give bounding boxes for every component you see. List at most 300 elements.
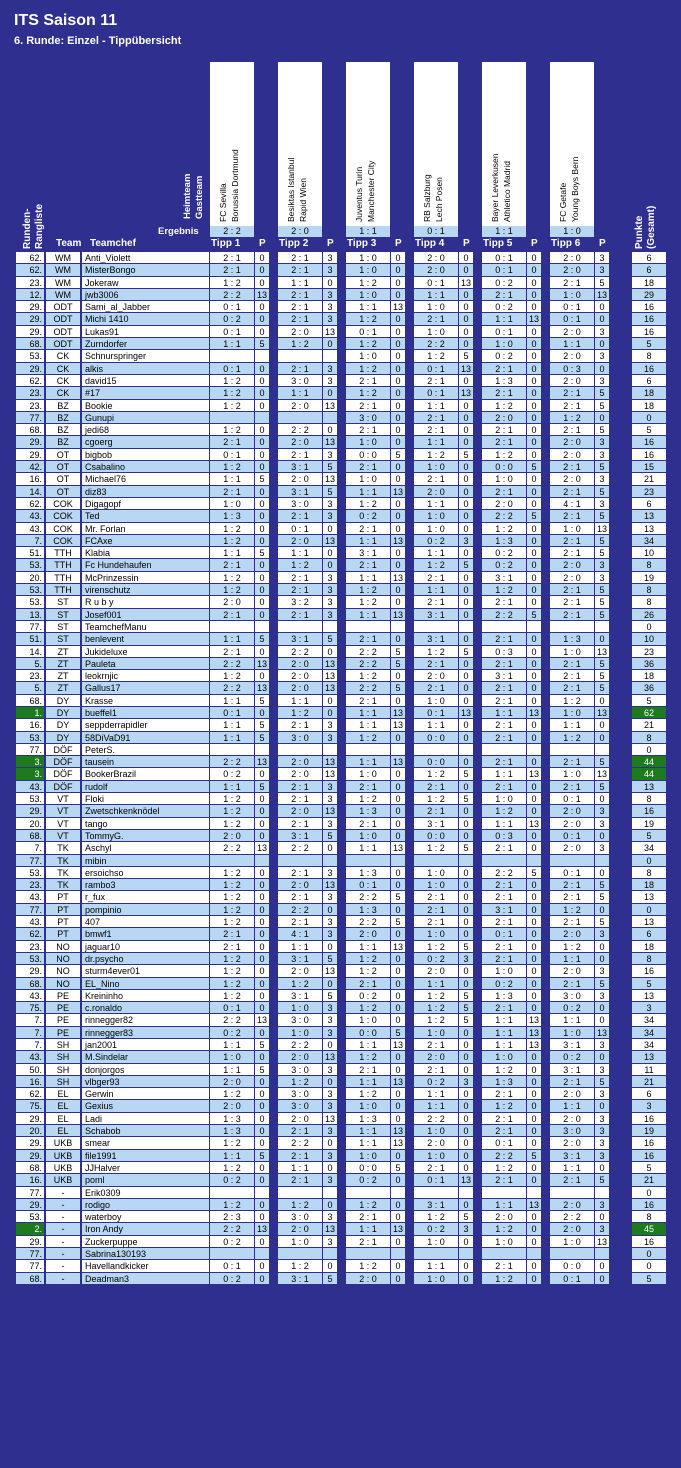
points-cell: 0 bbox=[323, 1137, 337, 1148]
total-cell: 34 bbox=[632, 1039, 666, 1050]
tipp-cell: 1 : 0 bbox=[210, 498, 254, 509]
tipp-cell: 2 : 1 bbox=[550, 387, 594, 398]
points-cell: 5 bbox=[255, 781, 269, 792]
points-cell: 0 bbox=[391, 326, 405, 337]
teamchef-cell: Gallus17 bbox=[82, 682, 209, 693]
points-cell: 0 bbox=[255, 1027, 269, 1038]
points-cell: 5 bbox=[255, 1039, 269, 1050]
points-cell: 5 bbox=[595, 461, 609, 472]
points-cell: 0 bbox=[595, 719, 609, 730]
away-team: Young Boys Bern bbox=[570, 156, 580, 222]
total-cell: 16 bbox=[632, 449, 666, 460]
tipp-cell: 1 : 1 bbox=[210, 732, 254, 743]
points-cell: 3 bbox=[323, 498, 337, 509]
points-cell: 0 bbox=[527, 326, 541, 337]
tipp-cell: 3 : 0 bbox=[346, 412, 390, 423]
points-cell: 0 bbox=[527, 1100, 541, 1111]
table-row bbox=[16, 424, 667, 436]
points-cell: 0 bbox=[527, 350, 541, 361]
tipp-cell: 1 : 0 bbox=[414, 510, 458, 521]
tipp-cell: 2 : 2 bbox=[346, 916, 390, 927]
tipp-cell bbox=[414, 744, 458, 755]
tipp-header-6: Tipp 6 bbox=[551, 238, 581, 249]
tipp-cell bbox=[278, 621, 322, 632]
teamchef-cell: bigbob bbox=[82, 449, 209, 460]
points-cell: 13 bbox=[392, 486, 403, 497]
team-cell: UKB bbox=[46, 1150, 80, 1161]
table-row bbox=[16, 670, 667, 682]
rangliste-line1: Runden- bbox=[22, 208, 33, 249]
tipp-cell: 0 : 2 bbox=[482, 277, 526, 288]
rank-cell: 1. bbox=[16, 707, 44, 718]
team-cell: ODT bbox=[46, 338, 80, 349]
points-cell: 13 bbox=[528, 1199, 539, 1210]
points-cell: 0 bbox=[595, 1273, 609, 1284]
team-cell: - bbox=[46, 1248, 80, 1259]
rank-cell: 16. bbox=[16, 473, 44, 484]
points-cell bbox=[391, 744, 405, 755]
table-row bbox=[16, 941, 667, 953]
tipp-cell: 2 : 1 bbox=[550, 535, 594, 546]
team-cell: OT bbox=[46, 473, 80, 484]
tipp-cell: 0 : 2 bbox=[414, 1223, 458, 1234]
points-cell: 3 bbox=[595, 990, 609, 1001]
tipp-header-5: Tipp 5 bbox=[483, 238, 513, 249]
points-cell: 0 bbox=[459, 264, 473, 275]
points-cell: 5 bbox=[595, 609, 609, 620]
points-cell: 0 bbox=[323, 559, 337, 570]
points-cell: 13 bbox=[392, 1076, 403, 1087]
points-cell: 3 bbox=[595, 1064, 609, 1075]
table-row bbox=[16, 916, 667, 928]
tipp-cell: 2 : 1 bbox=[482, 633, 526, 644]
teamchef-cell: Csabalino bbox=[82, 461, 209, 472]
table-row bbox=[16, 965, 667, 977]
total-cell: 6 bbox=[632, 928, 666, 939]
tipp-cell: 2 : 1 bbox=[346, 633, 390, 644]
page-title: ITS Saison 11 bbox=[14, 12, 118, 29]
teamchef-cell: Deadman3 bbox=[82, 1273, 209, 1284]
total-cell: 6 bbox=[632, 498, 666, 509]
points-cell bbox=[255, 621, 269, 632]
team-cell: - bbox=[46, 1260, 80, 1271]
points-cell: 5 bbox=[391, 658, 405, 669]
points-cell: 0 bbox=[595, 1051, 609, 1062]
points-cell: 0 bbox=[255, 498, 269, 509]
tipp-cell: 2 : 0 bbox=[210, 1076, 254, 1087]
rank-cell: 29. bbox=[16, 1236, 44, 1247]
points-cell: 0 bbox=[255, 387, 269, 398]
rank-cell: 62. bbox=[16, 498, 44, 509]
points-cell: 5 bbox=[391, 449, 405, 460]
tipp-cell: 0 : 1 bbox=[210, 326, 254, 337]
total-cell: 18 bbox=[632, 879, 666, 890]
rank-cell: 23. bbox=[16, 879, 44, 890]
teamchef-cell: benlevent bbox=[82, 633, 209, 644]
points-cell: 5 bbox=[527, 1150, 541, 1161]
gastteam-label: Gastteam bbox=[194, 175, 205, 219]
tipp-cell: 2 : 1 bbox=[210, 941, 254, 952]
total-cell: 16 bbox=[632, 326, 666, 337]
tipp-cell: 1 : 0 bbox=[414, 301, 458, 312]
tipp-cell: 3 : 0 bbox=[550, 1125, 594, 1136]
tipp-cell: 2 : 0 bbox=[550, 818, 594, 829]
tipp-cell: 1 : 1 bbox=[414, 1260, 458, 1271]
rank-cell: 77. bbox=[16, 744, 44, 755]
points-cell: 5 bbox=[255, 473, 269, 484]
rank-cell: 13. bbox=[16, 609, 44, 620]
tipp-cell: 0 : 0 bbox=[346, 449, 390, 460]
tipp-cell: 2 : 1 bbox=[210, 486, 254, 497]
home-team: FC Getafe bbox=[558, 182, 568, 222]
points-cell: 0 bbox=[459, 916, 473, 927]
points-cell: 0 bbox=[527, 978, 541, 989]
total-cell: 0 bbox=[632, 1260, 666, 1271]
teamchef-cell: virenschutz bbox=[82, 584, 209, 595]
points-cell: 0 bbox=[527, 916, 541, 927]
tipp-cell: 2 : 1 bbox=[414, 572, 458, 583]
points-cell: 0 bbox=[459, 584, 473, 595]
tipp-cell: 2 : 1 bbox=[278, 1174, 322, 1185]
tipp-cell: 1 : 0 bbox=[550, 1236, 594, 1247]
teamchef-cell: waterboy bbox=[82, 1211, 209, 1222]
points-cell: 0 bbox=[459, 978, 473, 989]
teamchef-cell: rinnegger83 bbox=[82, 1027, 209, 1038]
tipp-cell: 1 : 3 bbox=[482, 375, 526, 386]
tipp-cell: 1 : 0 bbox=[346, 1014, 390, 1025]
tipp-cell: 2 : 1 bbox=[550, 584, 594, 595]
points-cell bbox=[255, 350, 269, 361]
rank-cell: 29. bbox=[16, 326, 44, 337]
points-cell: 0 bbox=[391, 252, 405, 263]
rank-cell: 43. bbox=[16, 990, 44, 1001]
teamchef-cell: M.Sindelar bbox=[82, 1051, 209, 1062]
tipp-cell: 2 : 0 bbox=[414, 670, 458, 681]
table-row bbox=[16, 1174, 667, 1186]
tipp-cell: 2 : 1 bbox=[550, 1174, 594, 1185]
tipp-cell: 2 : 2 bbox=[210, 1014, 254, 1025]
points-cell: 0 bbox=[459, 461, 473, 472]
tipp-cell: 1 : 2 bbox=[550, 904, 594, 915]
points-cell: 13 bbox=[596, 646, 607, 657]
points-cell: 0 bbox=[459, 1064, 473, 1075]
tipp-cell bbox=[550, 621, 594, 632]
tipp-cell: 1 : 2 bbox=[278, 1076, 322, 1087]
tipp-cell: 2 : 2 bbox=[346, 682, 390, 693]
tipp-cell: 2 : 2 bbox=[346, 891, 390, 902]
tipp-cell: 2 : 1 bbox=[210, 264, 254, 275]
rank-cell: 7. bbox=[16, 1027, 44, 1038]
tipp-cell: 1 : 2 bbox=[482, 1273, 526, 1284]
team-cell: EL bbox=[46, 1125, 80, 1136]
points-cell: 3 bbox=[595, 264, 609, 275]
points-cell: 0 bbox=[391, 1211, 405, 1222]
table-row bbox=[16, 1260, 667, 1272]
tipp-cell: 1 : 0 bbox=[550, 1027, 594, 1038]
points-cell: 13 bbox=[324, 474, 335, 485]
tipp-cell: 1 : 2 bbox=[210, 916, 254, 927]
tipp-cell: 2 : 1 bbox=[414, 658, 458, 669]
tipp-cell: 1 : 0 bbox=[414, 1125, 458, 1136]
teamchef-cell: TommyG. bbox=[82, 830, 209, 841]
points-cell: 0 bbox=[459, 1100, 473, 1111]
rank-cell: 77. bbox=[16, 855, 44, 866]
tipp-cell: 2 : 1 bbox=[210, 252, 254, 263]
tipp-cell: 1 : 1 bbox=[210, 1039, 254, 1050]
points-cell: 3 bbox=[323, 793, 337, 804]
tipp-cell: 1 : 2 bbox=[346, 732, 390, 743]
team-cell: - bbox=[46, 1223, 80, 1234]
points-cell: 5 bbox=[255, 719, 269, 730]
total-cell: 16 bbox=[632, 965, 666, 976]
points-cell: 3 bbox=[323, 1002, 337, 1013]
points-cell: 0 bbox=[527, 387, 541, 398]
rank-cell: 29. bbox=[16, 965, 44, 976]
points-cell: 13 bbox=[392, 1126, 403, 1137]
tipp-cell: 2 : 1 bbox=[278, 313, 322, 324]
rank-cell: 14. bbox=[16, 486, 44, 497]
tipp-cell: 2 : 0 bbox=[278, 682, 322, 693]
teamchef-cell: Anti_Violett bbox=[82, 252, 209, 263]
tipp-cell: 2 : 0 bbox=[550, 449, 594, 460]
tipp-cell: 2 : 1 bbox=[278, 1150, 322, 1161]
tipp-cell: 0 : 2 bbox=[482, 547, 526, 558]
points-cell: 0 bbox=[459, 523, 473, 534]
points-cell: 5 bbox=[595, 891, 609, 902]
points-cell: 5 bbox=[595, 387, 609, 398]
points-cell: 0 bbox=[255, 572, 269, 583]
points-cell: 0 bbox=[459, 375, 473, 386]
table-row bbox=[16, 928, 667, 940]
tipp-cell: 1 : 0 bbox=[414, 1236, 458, 1247]
tipp-cell: 2 : 0 bbox=[278, 670, 322, 681]
points-cell: 0 bbox=[391, 793, 405, 804]
tipp-cell bbox=[550, 1248, 594, 1259]
points-cell: 13 bbox=[256, 843, 267, 854]
tipp-cell: 2 : 1 bbox=[482, 289, 526, 300]
tipp-cell bbox=[550, 855, 594, 866]
tipp-cell: 1 : 2 bbox=[550, 412, 594, 423]
tipp-cell: 2 : 1 bbox=[278, 449, 322, 460]
points-cell: 0 bbox=[527, 990, 541, 1001]
tipp-cell: 2 : 1 bbox=[210, 609, 254, 620]
points-cell: 0 bbox=[391, 289, 405, 300]
rank-cell: 53. bbox=[16, 350, 44, 361]
points-cell: 0 bbox=[459, 904, 473, 915]
points-cell: 0 bbox=[255, 793, 269, 804]
tipp-cell: 3 : 0 bbox=[278, 1014, 322, 1025]
tipp-cell: 2 : 0 bbox=[414, 252, 458, 263]
tipp-cell: 1 : 0 bbox=[414, 523, 458, 534]
table-row bbox=[16, 486, 667, 498]
tipp-cell: 1 : 2 bbox=[414, 842, 458, 853]
table-row bbox=[16, 535, 667, 547]
team-cell: ST bbox=[46, 621, 80, 632]
points-cell bbox=[323, 1248, 337, 1259]
points-cell: 0 bbox=[255, 461, 269, 472]
table-row bbox=[16, 1039, 667, 1051]
tipp-cell: 1 : 1 bbox=[550, 953, 594, 964]
tipp-cell: 2 : 1 bbox=[278, 584, 322, 595]
points-cell: 0 bbox=[459, 252, 473, 263]
tipp-cell: 3 : 1 bbox=[278, 953, 322, 964]
total-cell: 16 bbox=[632, 1199, 666, 1210]
rank-cell: 16. bbox=[16, 719, 44, 730]
teamchef-cell: david15 bbox=[82, 375, 209, 386]
team-cell: EL bbox=[46, 1088, 80, 1099]
points-cell: 0 bbox=[391, 473, 405, 484]
table-row bbox=[16, 744, 667, 756]
tipp-cell: 1 : 2 bbox=[482, 1100, 526, 1111]
tipp-cell: 2 : 1 bbox=[346, 424, 390, 435]
points-cell: 0 bbox=[255, 301, 269, 312]
tipp-cell: 1 : 2 bbox=[210, 1088, 254, 1099]
team-cell: DÖF bbox=[46, 744, 80, 755]
points-cell: 0 bbox=[527, 277, 541, 288]
points-cell: 3 bbox=[323, 313, 337, 324]
points-cell: 0 bbox=[255, 1100, 269, 1111]
points-cell: 13 bbox=[256, 1015, 267, 1026]
match-result: 0 : 1 bbox=[414, 226, 458, 237]
points-cell: 0 bbox=[459, 732, 473, 743]
tipp-cell: 1 : 2 bbox=[346, 1051, 390, 1062]
tipp-cell: 2 : 1 bbox=[346, 523, 390, 534]
tipp-cell: 2 : 1 bbox=[346, 1236, 390, 1247]
points-cell: 0 bbox=[527, 953, 541, 964]
points-cell: 0 bbox=[391, 387, 405, 398]
points-cell bbox=[527, 744, 541, 755]
tipp-cell: 1 : 1 bbox=[346, 1039, 390, 1050]
teamchef-cell: PeterS. bbox=[82, 744, 209, 755]
points-cell: 0 bbox=[323, 1199, 337, 1210]
points-cell: 5 bbox=[391, 682, 405, 693]
tipp-cell: 3 : 1 bbox=[482, 572, 526, 583]
tipp-cell: 1 : 2 bbox=[346, 596, 390, 607]
tipp-cell: 0 : 2 bbox=[210, 1174, 254, 1185]
tipp-cell: 2 : 0 bbox=[278, 768, 322, 779]
points-cell: 0 bbox=[459, 1236, 473, 1247]
tipp-cell: 1 : 2 bbox=[346, 498, 390, 509]
teamchef-cell: Gunupi bbox=[82, 412, 209, 423]
table-row bbox=[16, 1150, 667, 1162]
tipp-cell: 1 : 2 bbox=[346, 313, 390, 324]
teamchef-cell: sturm4ever01 bbox=[82, 965, 209, 976]
tipp-cell: 2 : 2 bbox=[278, 646, 322, 657]
tipp-cell: 1 : 0 bbox=[482, 338, 526, 349]
points-cell: 3 bbox=[323, 867, 337, 878]
rank-cell: 53. bbox=[16, 953, 44, 964]
points-cell: 13 bbox=[324, 658, 335, 669]
tipp-cell: 1 : 1 bbox=[550, 1162, 594, 1173]
tipp-cell: 3 : 1 bbox=[550, 1150, 594, 1161]
points-cell: 5 bbox=[595, 510, 609, 521]
tipp-cell: 0 : 2 bbox=[414, 953, 458, 964]
points-cell: 0 bbox=[391, 596, 405, 607]
points-cell: 0 bbox=[595, 1100, 609, 1111]
points-cell: 0 bbox=[459, 1137, 473, 1148]
points-cell: 3 bbox=[323, 1100, 337, 1111]
points-cell: 0 bbox=[255, 818, 269, 829]
points-cell: 0 bbox=[255, 400, 269, 411]
points-cell: 5 bbox=[459, 1002, 473, 1013]
team-cell: NO bbox=[46, 953, 80, 964]
tipp-cell: 0 : 3 bbox=[550, 363, 594, 374]
tipp-cell: 2 : 2 bbox=[346, 646, 390, 657]
tipp-cell: 0 : 1 bbox=[210, 301, 254, 312]
teamchef-cell: Jokeraw bbox=[82, 277, 209, 288]
points-cell: 0 bbox=[595, 412, 609, 423]
tipp-cell: 2 : 0 bbox=[278, 805, 322, 816]
points-cell: 0 bbox=[391, 978, 405, 989]
points-cell: 5 bbox=[255, 547, 269, 558]
rank-cell: 53. bbox=[16, 732, 44, 743]
match-result: 1 : 1 bbox=[346, 226, 390, 237]
points-cell: 0 bbox=[459, 486, 473, 497]
tipp-cell: 2 : 3 bbox=[210, 1211, 254, 1222]
tipp-cell: 3 : 0 bbox=[550, 990, 594, 1001]
rank-cell: 23. bbox=[16, 941, 44, 952]
total-cell: 19 bbox=[632, 1125, 666, 1136]
tipp-cell: 2 : 1 bbox=[278, 818, 322, 829]
points-cell: 0 bbox=[391, 461, 405, 472]
points-cell: 0 bbox=[527, 436, 541, 447]
total-cell: 13 bbox=[632, 990, 666, 1001]
teamchef-cell: rodigo bbox=[82, 1199, 209, 1210]
total-cell: 6 bbox=[632, 264, 666, 275]
rank-cell: 23. bbox=[16, 277, 44, 288]
tipp-cell: 1 : 3 bbox=[346, 904, 390, 915]
points-cell: 0 bbox=[391, 584, 405, 595]
tipp-cell: 2 : 1 bbox=[278, 1125, 322, 1136]
tipp-cell: 2 : 1 bbox=[414, 473, 458, 484]
tipp-cell: 0 : 2 bbox=[210, 768, 254, 779]
points-cell: 0 bbox=[255, 891, 269, 902]
points-cell: 13 bbox=[256, 683, 267, 694]
tipp-cell: 2 : 1 bbox=[278, 264, 322, 275]
points-cell: 0 bbox=[459, 498, 473, 509]
tipp-cell: 2 : 1 bbox=[346, 461, 390, 472]
tipp-cell: 2 : 1 bbox=[414, 313, 458, 324]
table-row bbox=[16, 1211, 667, 1223]
team-cell: VT bbox=[46, 793, 80, 804]
total-cell: 34 bbox=[632, 1014, 666, 1025]
team-cell: TTH bbox=[46, 584, 80, 595]
points-cell: 0 bbox=[595, 904, 609, 915]
team-cell: DY bbox=[46, 732, 80, 743]
points-cell: 0 bbox=[459, 682, 473, 693]
rank-cell: 29. bbox=[16, 1150, 44, 1161]
total-cell: 36 bbox=[632, 658, 666, 669]
total-cell: 18 bbox=[632, 277, 666, 288]
points-cell: 3 bbox=[323, 584, 337, 595]
points-cell: 0 bbox=[459, 596, 473, 607]
tipp-cell: 2 : 1 bbox=[210, 928, 254, 939]
tipp-cell: 2 : 1 bbox=[346, 1211, 390, 1222]
points-cell: 3 bbox=[323, 916, 337, 927]
points-cell: 3 bbox=[595, 326, 609, 337]
tipp-cell: 0 : 2 bbox=[550, 1002, 594, 1013]
teamchef-cell: Gexius bbox=[82, 1100, 209, 1111]
teamchef-cell: Ted bbox=[82, 510, 209, 521]
rank-cell: 7. bbox=[16, 1039, 44, 1050]
tipp-cell: 1 : 1 bbox=[550, 719, 594, 730]
tipp-cell: 2 : 1 bbox=[346, 818, 390, 829]
teamchef-cell: tango bbox=[82, 818, 209, 829]
team-cell: - bbox=[46, 1199, 80, 1210]
points-cell: 5 bbox=[595, 535, 609, 546]
points-cell: 0 bbox=[527, 793, 541, 804]
team-cell: COK bbox=[46, 523, 80, 534]
